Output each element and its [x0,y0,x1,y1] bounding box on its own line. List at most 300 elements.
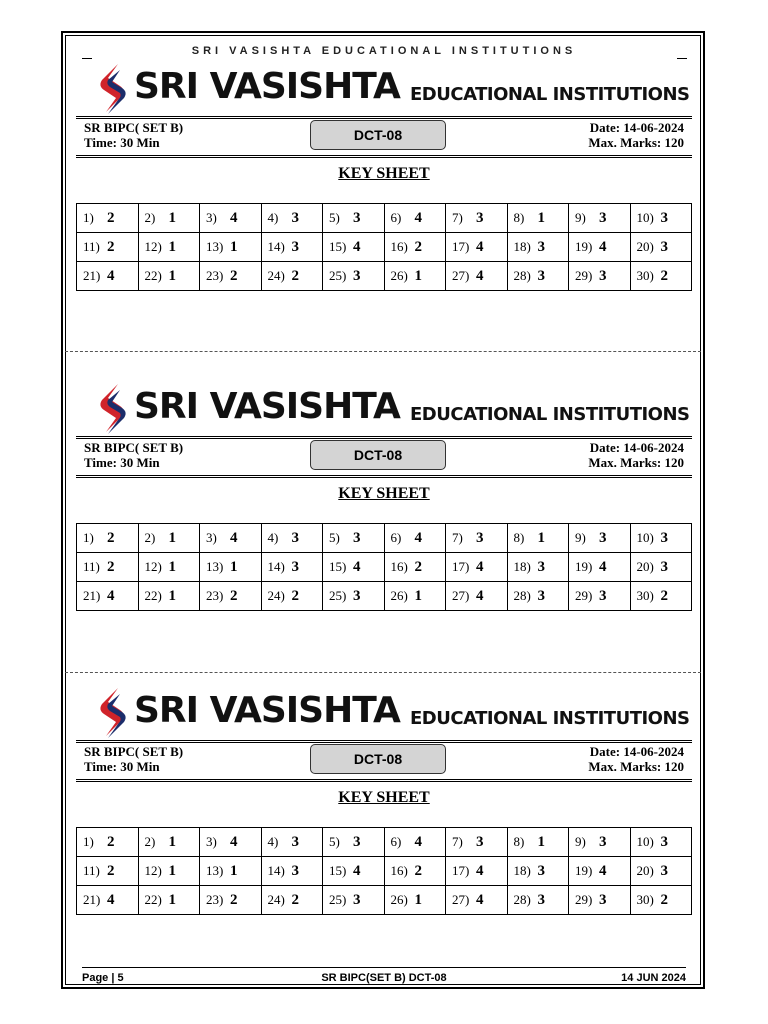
answer-option: 3 [660,209,668,226]
answer-option: 4 [476,891,484,908]
question-number: 29) [575,267,593,283]
answer-cell [261,262,323,291]
answer-option: 4 [230,529,238,546]
answer-option: 2 [107,238,115,255]
answer-cell [507,204,569,233]
table-row [77,828,692,857]
page-footer [82,967,686,986]
question-number: 18) [513,238,531,254]
question-number: 14) [267,558,285,574]
question-number: 23) [206,891,224,907]
exam-info-bar [76,740,692,782]
question-number: 2) [144,529,156,545]
course-label: SR BIPC( SET B) [84,744,184,759]
logo-sub-text: EDUCATIONAL INSTITUTIONS [410,404,690,425]
answer-cell [630,582,692,611]
sv-logo-icon [94,382,128,436]
answer-option: 3 [291,833,299,850]
answer-option: 3 [660,833,668,850]
question-number: 28) [513,587,531,603]
answer-cell [261,233,323,262]
answer-option: 4 [476,862,484,879]
answer-option: 1 [168,587,176,604]
answer-cell [630,204,692,233]
answer-cell [569,582,631,611]
answer-option: 2 [230,267,238,284]
question-number: 10) [636,209,654,225]
answer-option: 1 [168,529,176,546]
table-row [77,524,692,553]
answer-cell [261,886,323,915]
answer-cell [323,582,385,611]
test-code-badge: DCT-08 [310,120,446,150]
answer-option: 2 [107,529,115,546]
answer-cell [200,828,262,857]
question-number: 14) [267,238,285,254]
answer-cell [384,524,446,553]
question-number: 27) [452,587,470,603]
answer-option: 3 [291,209,299,226]
question-number: 17) [452,862,470,878]
question-number: 1) [83,529,94,545]
question-number: 8) [513,833,525,849]
answer-cell [507,524,569,553]
question-number: 9) [575,209,586,225]
question-number: 23) [206,587,224,603]
question-number: 30) [636,267,654,283]
answer-option: 1 [168,238,176,255]
answer-cell [569,233,631,262]
question-number: 4) [267,529,279,545]
answer-option: 3 [476,529,484,546]
answer-option: 3 [353,587,361,604]
answer-cell [630,553,692,582]
answer-cell [446,524,508,553]
answer-cell [200,204,262,233]
answer-cell [200,857,262,886]
question-number: 29) [575,891,593,907]
max-marks-label: Max. Marks: 120 [588,135,684,150]
answer-cell [446,553,508,582]
question-number: 5) [329,529,340,545]
answer-option: 1 [168,267,176,284]
question-number: 13) [206,862,224,878]
question-number: 8) [513,529,525,545]
answer-cell [200,886,262,915]
sv-logo-icon [94,686,128,740]
answer-cell [261,857,323,886]
sv-logo-icon [94,62,128,116]
answer-cell [138,233,200,262]
key-section-3 [76,684,692,915]
answer-key-table [76,203,692,291]
question-number: 21) [83,891,101,907]
answer-option: 3 [353,209,361,226]
answer-option: 4 [414,833,422,850]
answer-cell [138,553,200,582]
corner-mark-left [82,58,92,59]
question-number: 13) [206,558,224,574]
answer-option: 4 [230,209,238,226]
question-number: 2) [144,209,156,225]
question-number: 19) [575,862,593,878]
question-number: 22) [144,267,162,283]
answer-option: 4 [476,238,484,255]
answer-option: 2 [291,587,299,604]
answer-option: 3 [660,862,668,879]
answer-option: 1 [230,558,238,575]
answer-cell [77,553,139,582]
answer-option: 4 [599,558,607,575]
answer-cell [630,828,692,857]
question-number: 15) [329,238,347,254]
answer-option: 4 [353,862,361,879]
question-number: 23) [206,267,224,283]
answer-option: 3 [537,558,545,575]
key-sheet-title: KEY SHEET [338,485,430,502]
answer-option: 4 [230,833,238,850]
footer-title: SR BIPC(SET B) DCT-08 [321,972,447,984]
answer-cell [323,553,385,582]
answer-option: 4 [414,529,422,546]
answer-cell [261,204,323,233]
answer-option: 3 [291,529,299,546]
answer-cell [77,857,139,886]
question-number: 22) [144,891,162,907]
answer-cell [569,262,631,291]
answer-option: 3 [599,209,607,226]
question-number: 11) [83,238,100,254]
logo-sub-text: EDUCATIONAL INSTITUTIONS [410,708,690,729]
answer-option: 4 [599,862,607,879]
question-number: 10) [636,529,654,545]
question-number: 5) [329,833,340,849]
question-number: 14) [267,862,285,878]
answer-option: 2 [660,587,668,604]
answer-cell [323,828,385,857]
corner-mark-right [677,58,687,59]
answer-cell [384,233,446,262]
answer-option: 3 [537,862,545,879]
question-number: 25) [329,891,347,907]
answer-cell [138,262,200,291]
answer-option: 1 [537,529,545,546]
institution-logo [76,684,692,740]
answer-cell [323,262,385,291]
answer-cell [138,204,200,233]
answer-option: 1 [168,833,176,850]
answer-option: 2 [414,238,422,255]
question-number: 6) [390,529,402,545]
question-number: 18) [513,558,531,574]
answer-cell [77,582,139,611]
question-number: 3) [206,529,217,545]
question-number: 19) [575,238,593,254]
question-number: 2) [144,833,156,849]
date-label: Date: 14-06-2024 [589,744,684,759]
answer-option: 3 [537,587,545,604]
question-number: 16) [390,238,408,254]
question-number: 30) [636,891,654,907]
answer-option: 3 [291,558,299,575]
question-number: 25) [329,267,347,283]
answer-cell [569,857,631,886]
answer-cell [507,582,569,611]
question-number: 11) [83,862,100,878]
question-number: 27) [452,891,470,907]
answer-cell [138,582,200,611]
test-code-badge: DCT-08 [310,744,446,774]
answer-option: 4 [476,267,484,284]
question-number: 12) [144,558,162,574]
answer-cell [446,233,508,262]
question-number: 3) [206,209,217,225]
question-number: 7) [452,833,463,849]
answer-option: 4 [107,267,115,284]
institution-logo [76,60,692,116]
answer-cell [507,886,569,915]
question-number: 8) [513,209,525,225]
answer-cell [138,828,200,857]
question-number: 1) [83,833,94,849]
question-number: 11) [83,558,100,574]
question-number: 12) [144,238,162,254]
answer-cell [507,553,569,582]
logo-sub-text: EDUCATIONAL INSTITUTIONS [410,84,690,105]
answer-option: 3 [599,267,607,284]
answer-option: 2 [660,891,668,908]
answer-option: 2 [414,862,422,879]
question-number: 27) [452,267,470,283]
question-number: 5) [329,209,340,225]
answer-option: 2 [230,587,238,604]
answer-option: 3 [353,833,361,850]
question-number: 9) [575,529,586,545]
answer-key-table [76,523,692,611]
answer-option: 3 [599,529,607,546]
answer-option: 1 [168,558,176,575]
question-number: 16) [390,862,408,878]
answer-option: 3 [353,267,361,284]
answer-option: 2 [660,267,668,284]
question-number: 26) [390,267,408,283]
answer-cell [323,857,385,886]
answer-cell [569,524,631,553]
answer-option: 1 [230,862,238,879]
answer-cell [77,524,139,553]
answer-option: 2 [107,209,115,226]
answer-cell [261,828,323,857]
answer-option: 1 [168,862,176,879]
answer-option: 3 [660,558,668,575]
answer-option: 1 [414,267,422,284]
footer-page-number: Page | 5 [82,972,124,984]
time-label: Time: 30 Min [84,135,160,150]
answer-cell [507,233,569,262]
answer-cell [569,553,631,582]
answer-option: 3 [353,891,361,908]
key-sheet-title: KEY SHEET [338,165,430,182]
answer-option: 1 [414,891,422,908]
key-section-1 [76,60,692,291]
question-number: 30) [636,587,654,603]
answer-cell [507,262,569,291]
question-number: 20) [636,862,654,878]
logo-main-text: SRI VASISHTA [134,690,400,731]
question-number: 13) [206,238,224,254]
question-number: 7) [452,529,463,545]
answer-option: 4 [476,558,484,575]
answer-cell [138,886,200,915]
answer-cell [384,582,446,611]
answer-option: 4 [107,891,115,908]
exam-info-bar [76,436,692,478]
answer-option: 1 [537,209,545,226]
cut-line [65,351,701,352]
table-row [77,553,692,582]
answer-cell [77,262,139,291]
answer-option: 4 [353,558,361,575]
answer-cell [77,886,139,915]
answer-cell [384,553,446,582]
answer-cell [200,233,262,262]
question-number: 28) [513,891,531,907]
answer-cell [77,828,139,857]
answer-cell [200,582,262,611]
answer-option: 3 [537,267,545,284]
answer-cell [507,828,569,857]
answer-cell [323,524,385,553]
answer-option: 3 [291,862,299,879]
table-row [77,233,692,262]
question-number: 29) [575,587,593,603]
date-label: Date: 14-06-2024 [589,120,684,135]
time-label: Time: 30 Min [84,759,160,774]
question-number: 18) [513,862,531,878]
cut-line [65,672,701,673]
answer-cell [630,524,692,553]
answer-cell [569,828,631,857]
answer-option: 3 [660,238,668,255]
answer-cell [200,524,262,553]
course-label: SR BIPC( SET B) [84,120,184,135]
question-number: 24) [267,587,285,603]
answer-cell [200,553,262,582]
answer-cell [261,553,323,582]
answer-cell [323,233,385,262]
answer-cell [384,204,446,233]
table-row [77,204,692,233]
answer-option: 3 [476,833,484,850]
answer-cell [200,262,262,291]
question-number: 20) [636,558,654,574]
question-number: 15) [329,862,347,878]
question-number: 10) [636,833,654,849]
question-number: 24) [267,267,285,283]
answer-option: 1 [414,587,422,604]
answer-option: 3 [599,833,607,850]
answer-cell [630,886,692,915]
answer-cell [446,828,508,857]
answer-option: 4 [476,587,484,604]
answer-cell [384,262,446,291]
answer-option: 2 [107,558,115,575]
key-section-2 [76,380,692,611]
question-number: 12) [144,862,162,878]
answer-cell [446,262,508,291]
time-label: Time: 30 Min [84,455,160,470]
question-number: 19) [575,558,593,574]
answer-cell [569,886,631,915]
answer-option: 1 [168,891,176,908]
table-row [77,886,692,915]
answer-cell [138,524,200,553]
answer-option: 2 [107,833,115,850]
question-number: 17) [452,558,470,574]
question-number: 21) [83,267,101,283]
answer-option: 2 [107,862,115,879]
answer-option: 4 [414,209,422,226]
answer-option: 4 [599,238,607,255]
question-number: 4) [267,209,279,225]
table-row [77,857,692,886]
answer-option: 1 [168,209,176,226]
question-number: 25) [329,587,347,603]
answer-option: 1 [230,238,238,255]
answer-cell [630,262,692,291]
answer-cell [261,582,323,611]
answer-option: 2 [414,558,422,575]
course-label: SR BIPC( SET B) [84,440,184,455]
question-number: 6) [390,833,402,849]
question-number: 9) [575,833,586,849]
answer-cell [77,204,139,233]
question-number: 3) [206,833,217,849]
answer-option: 2 [230,891,238,908]
logo-main-text: SRI VASISHTA [134,386,400,427]
institution-logo [76,380,692,436]
question-number: 21) [83,587,101,603]
answer-cell [323,886,385,915]
answer-option: 4 [107,587,115,604]
answer-option: 3 [599,587,607,604]
max-marks-label: Max. Marks: 120 [588,455,684,470]
answer-option: 3 [537,891,545,908]
answer-cell [323,204,385,233]
answer-option: 3 [660,529,668,546]
question-number: 15) [329,558,347,574]
question-number: 26) [390,587,408,603]
answer-cell [261,524,323,553]
table-row [77,262,692,291]
answer-cell [384,857,446,886]
answer-key-table [76,827,692,915]
question-number: 1) [83,209,94,225]
max-marks-label: Max. Marks: 120 [588,759,684,774]
answer-option: 4 [353,238,361,255]
answer-option: 2 [291,267,299,284]
answer-option: 2 [291,891,299,908]
question-number: 28) [513,267,531,283]
question-number: 24) [267,891,285,907]
question-number: 26) [390,891,408,907]
answer-option: 1 [537,833,545,850]
footer-date: 14 JUN 2024 [621,972,686,984]
question-number: 4) [267,833,279,849]
answer-cell [384,886,446,915]
answer-option: 3 [476,209,484,226]
answer-cell [507,857,569,886]
